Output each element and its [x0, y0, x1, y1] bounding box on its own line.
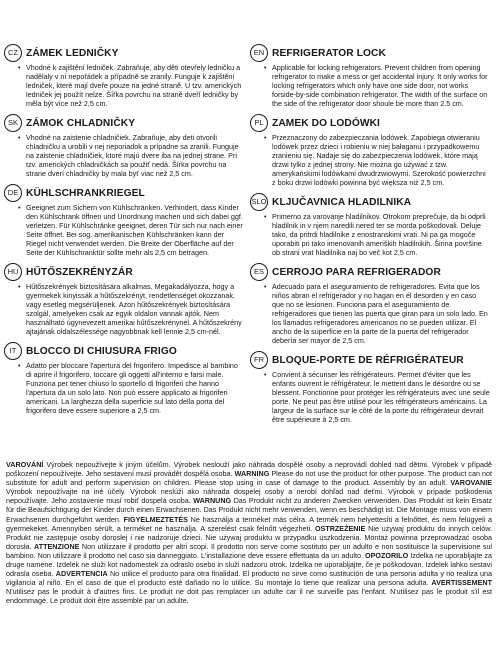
warning-label: AVERTISSEMENT	[431, 578, 492, 588]
section-title: BLOQUE-PORTE DE RÉFRIGÉRATEUR	[272, 354, 464, 366]
section-text: • Adatto per bloccare l'apertura del frigorifero. Impedisce al bambino di aprire il frigorifero, toccare gli oggetti all'interno e farsi male. Funziona per tener chiuso lo sportello di frigoriferi che hanno l'apertura da un solo lato. Non può essere applicato ai frigoriferi americani. La larghezza della superficie sul lato della porta del frigorifero deve essere superiore a 2,5 cm.	[18, 361, 244, 415]
language-badge: SLO	[250, 193, 268, 211]
section-text: • Adecuado para el aseguramiento de refrigeradores. Evita que los niños abran el refrigerador y no hagan en él desorden y en caso que no se lesionen. Funciona para el aseguramiento de refrigeradores que tienen las puerta que giran para un solo lado. En los llamados refrigeradores americanos no se pueden utilizar. El ancho de la superficie en la parte de la puerta del refrigerador debería ser mayor de 2,5 cm.	[264, 282, 490, 345]
section-body	[18, 282, 244, 336]
right-column	[250, 44, 490, 430]
warning-text: Výrobok nepoužívajte na iné účely. Výrobok neslúži ako náhrada dospelej osoby a nerobí dohľad nad deťmi. Výrobok v prípade poškodenia nepoužívajte. Jeho zostavenie musí robiť dospelá osoba.	[6, 487, 492, 506]
section-de	[4, 184, 244, 257]
warning-text: Das Produkt nicht zu anderen Zwecken verwenden. Das Produkt ist kein Ersatz für die Beaufsichtigung der Kinder durch einen Erwachsenen. Das Produkt nicht mehr verwenden, wenn es beschädigt ist. Die Montage muss von einem Erwachsenen durchgeführt werden.	[6, 496, 492, 524]
left-column	[4, 44, 244, 421]
section-text: • Vhodné k zajištění ledniček. Zabraňuje, aby děti otevřely ledničku a nadělaly v ní nepořádek a případně se zranily. Funguje k zajištění ledniček, které mají dveře pouze na jedné straně. U tzv. amerických ledniček jej použít nelze. Šířka povrchu na straně dveří ledničky by měla být více než 2,5 cm.	[18, 63, 244, 108]
warning-text: Ne használja a terméket más célra. A termék nem helyettesíti a felnőttet, és nem felügyeli a gyermekeket. Amennyiben sérült, a terméket ne használja. A szerelést csak felnőtt végezheti.	[6, 514, 493, 533]
section-body	[18, 63, 244, 108]
section-en	[250, 44, 490, 108]
section-heading	[250, 114, 490, 132]
section-heading	[4, 342, 244, 360]
section-heading	[4, 184, 244, 202]
language-badge: IT	[4, 342, 22, 360]
warning-text: Výrobek nepoužívejte k jiným účelům. Výrobek neslouží jako náhrada dospělé osoby a neprovádí dohled nad dětmi. Výrobek v případě poškození nepoužívejte. Jeho sestavení musí provádět dospělá osoba.	[6, 460, 492, 479]
section-sk	[4, 114, 244, 178]
section-title: ZÁMEK LEDNIČKY	[26, 47, 119, 59]
section-text: • Primerno za varovanje hladilnikov. Otrokom preprečuje, da bi odprli hladilnik in v njem naredili nered ter se morda poškodovali. Deluje tako, da pritrdi hladilnike z enostranskimi vrati. Ni pa ga mogoče uporabiti pri tako imenovanih ameriških hladilnikih. Širina površine ob strani vrat hladilnika naj bo več kot 2,5 cm.	[264, 212, 490, 257]
language-badge: SK	[4, 114, 22, 132]
warning-label: ADVERTENCIA	[55, 569, 108, 579]
section-fr	[250, 351, 490, 424]
warning-text: Nie używaj produktu do innych celów. Produkt nie zastępuje osoby dorosłej i nie nadzoruje dzieci. Nie używaj produktu w przypadku uszkodzenia. Montaż powinna przeprowadzać osoba dorosła.	[6, 523, 492, 551]
section-text: • Vhodné na zaistenie chladničiek. Zabraňuje, aby deti otvorili chladničku a urobili v nej neporiadok a prípadne sa zranili. Funguje na zaistenie chladničiek, ktoré majú dvere iba na jednej strane. Pri tzv. amerických chladničkách sa použiť nedá. Šírka povrchu na strane dverí chladničky by mala byť viac než 2,5 cm.	[18, 133, 244, 178]
language-badge: DE	[4, 184, 22, 202]
section-title: KLJUČAVNICA HLADILNIKA	[272, 196, 412, 208]
warning-label: ATTENZIONE	[34, 541, 80, 551]
section-title: BLOCCO DI CHIUSURA FRIGO	[26, 345, 177, 357]
warning-text: N'utilisez pas le produit à d'autres fins. Le produit ne doit pas remplacer un adulte car il ne surveille pas l'enfant. N'utilisez pas le produit s'il est endommagé. Le produit doit être assemblé par un adulte.	[6, 587, 492, 606]
section-body	[18, 133, 244, 178]
section-body	[264, 133, 490, 187]
language-badge: EN	[250, 44, 268, 62]
section-body	[264, 370, 490, 424]
section-body	[18, 361, 244, 415]
warning-label: OPOZORILO	[365, 550, 409, 560]
section-heading	[4, 44, 244, 62]
language-badge: CZ	[4, 44, 22, 62]
section-heading	[250, 193, 490, 211]
section-body	[264, 212, 490, 257]
section-title: ZAMEK DO LODÓWKI	[272, 117, 380, 129]
section-heading	[250, 44, 490, 62]
language-badge: FR	[250, 351, 268, 369]
warning-label: VAROVANIE	[450, 478, 492, 488]
section-cz	[4, 44, 244, 108]
section-pl	[250, 114, 490, 187]
section-text: • Applicable for locking refrigerators. Prevent children from opening refrigerator to make a mess or get accidental injury. It only works for locking refrigerators which only have one side door, not works forside-by-side combination refrigerator. The width of the surface on the side of the refrigerator door shoule be more than 2.5 cm.	[264, 63, 490, 108]
section-heading	[250, 263, 490, 281]
warning-text: No utilice el producto para otra finalidad. El producto no sirve como sustitución de una persona adulta y no realiza una vigilancia al niño. En el caso de que el producto esté dañado no lo utilice. Su montaje lo tiene que realizar una persona adulta.	[6, 569, 493, 588]
section-text: • Convient à sécuriser les réfrigérateurs. Permet d'éviter que les enfants ouvrent le réfrigérateur, le mettent dans le désordre ou se blessent. Fonctionne pour protéger les réfrigérateurs avec une seule porte. Ne peut pas être utilisé pour les réfrigérateurs américains. La largeur de la surface sur le côté de la porte du réfrigérateur devrait être supérieure à 2,5 cm.	[264, 370, 490, 424]
language-badge: HU	[4, 263, 22, 281]
language-badge: ES	[250, 263, 268, 281]
section-heading	[4, 114, 244, 132]
section-slo	[250, 193, 490, 257]
warning-label: VAROVÁNÍ	[6, 460, 44, 469]
language-badge: PL	[250, 114, 268, 132]
section-text: • Geeignet zum Sichern von Kühlschränken. Verhindert, dass Kinder den Kühlschrank öffnen und Unordnung machen und sich dabei ggf. verletzen. Für Kühlschränke geeignet, deren Tür sich nur nach einer Seite öffnet. Bei sog. amerikanischen Kühlschränken kann der Riegel nicht verwendet werden. Die Breite der Oberfläche auf der Seite der Kühlschranktür sollte mehr als 2,5 cm betragen.	[18, 203, 244, 257]
section-heading	[250, 351, 490, 369]
section-body	[18, 203, 244, 257]
warning-text: Izdelka ne uporabljajte za druge namene. Izdelek ne služi kot nadomestek za odraslo osebo in služi nadzoru otrok. Izdelka ne uporabljajte, če je poškodovan. Izdelek lahko sestavi odrasla oseba.	[6, 550, 493, 579]
section-heading	[4, 263, 244, 281]
section-it	[4, 342, 244, 415]
section-title: HŰTŐSZEKRÉNYZÁR	[26, 266, 133, 278]
warning-label: WARNING	[234, 469, 270, 479]
section-text: • Hűtőszekrények biztosítására alkalmas. Megakadályozza, hogy a gyermekek kinyissák a hűtőszekrényt, rendetlenséget okozzanak, vagy esetleg megsérüljenek. Azon hűtőszekrények biztosítására szolgál, amelyeken csak az egyik oldalon vannak ajtók. Nem használható úgynevezett amerikai hűtőszekrénynél. A hűtőszekrény ajtajának oldalszélessége nagyobbnak kell lennie 2,5 cm-nél.	[18, 282, 244, 336]
warning-label: WARNUNG	[193, 496, 232, 506]
warning-text: Non utilizzare il prodotto per altri scopi. Il prodotto non serve come sostituto per un adulto e non sostituisce la supervisione sul bambino. Non utilizzare il prodotto nel caso sia danneggiato. L'installazione deve essere effettuata da un adulto.	[6, 541, 492, 560]
warning-label: FIGYELMEZTETÉS	[123, 514, 188, 524]
section-body	[264, 282, 490, 345]
section-body	[264, 63, 490, 108]
section-title: CERROJO PARA REFRIGERADOR	[272, 266, 441, 278]
warning-label: OSTRZEŻENIE	[314, 523, 366, 533]
section-hu	[4, 263, 244, 336]
section-title: KÜHLSCHRANKRIEGEL	[26, 187, 145, 199]
warnings-paragraph	[6, 460, 492, 606]
section-title: ZÁMOK CHLADNIČKY	[26, 117, 136, 129]
section-es	[250, 263, 490, 345]
section-text: • Przeznaczony do zabezpieczania lodówek. Zapobiega otwieraniu lodówek przez dzieci i robieniu w niej bałaganu i przypadkowemu zranieniu się. Nadaje się do zabezpieczenia lodówek, które mają drzwi tylko z jednej strony. Nie można go używać z tzw. amerykańskimi lodówkami dwudrzwiowymi. Szerokość powierzchni z boku drzwi lodówki powinna być większa niż 2,5 cm.	[264, 133, 490, 187]
section-title: REFRIGERATOR LOCK	[272, 47, 386, 59]
warning-text: Please do not use the product for other purpose. The product can not substitute for adult and perform supervision on children. Please stop using in case of damage to the product. Assembly by an adult.	[6, 469, 492, 488]
